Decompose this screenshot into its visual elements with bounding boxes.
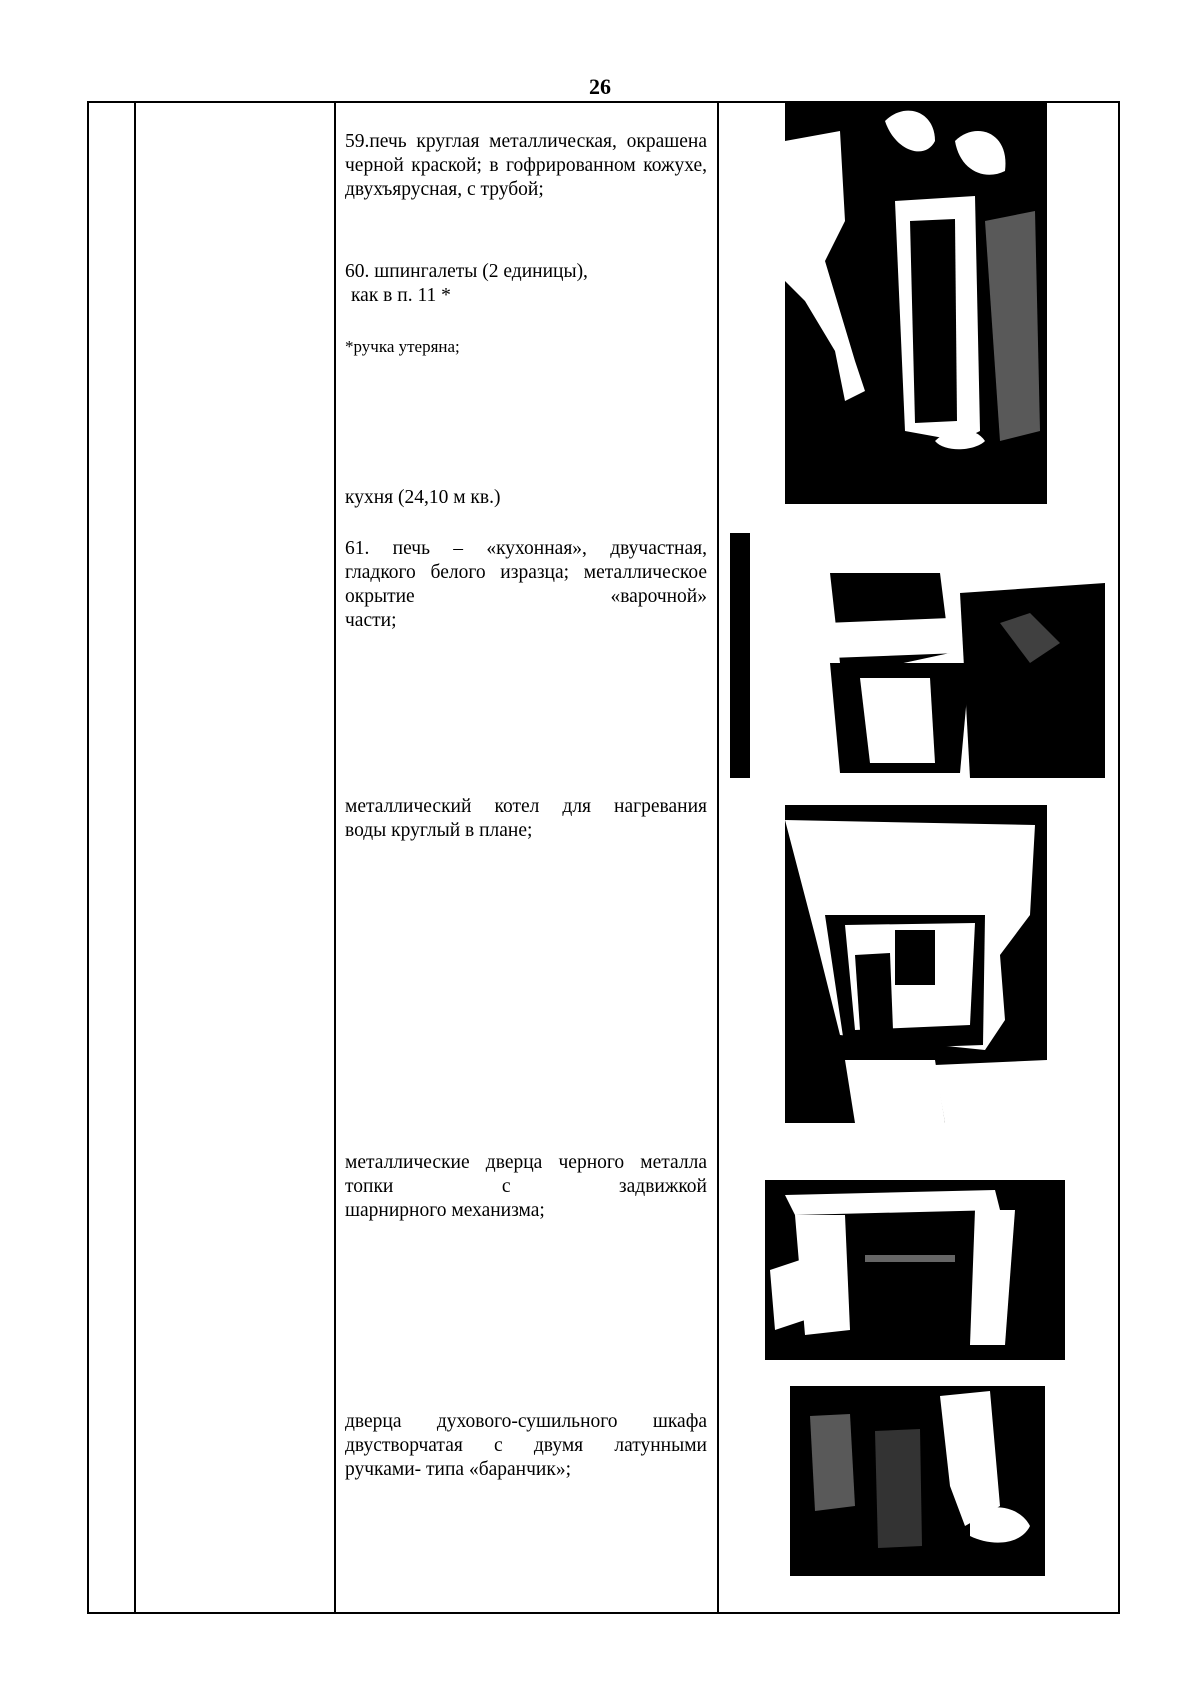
- item-60-line-1: 60. шпингалеты (2 единицы),: [345, 261, 588, 282]
- table-border-left: [87, 101, 89, 1614]
- kitchen-heading: кухня (24,10 м кв.): [345, 487, 501, 508]
- photo-firebox-door: [765, 1170, 1065, 1360]
- item-59-text-last: двухъярусная, с трубой;: [345, 179, 544, 200]
- table-column-divider-2: [334, 101, 336, 1614]
- table-column-divider-3: [717, 101, 719, 1614]
- item-60-description: [345, 260, 707, 308]
- page-number: 26: [589, 74, 611, 99]
- table-border-right: [1118, 101, 1120, 1614]
- firebox-door-description: [345, 1151, 707, 1223]
- footnote-handle-lost: *ручка утеряна;: [345, 337, 460, 356]
- photo-round-metal-stove: [785, 101, 1047, 504]
- table-column-divider-1: [134, 101, 136, 1614]
- photo-boiler: [785, 805, 1047, 1123]
- item-61-description: [345, 537, 707, 633]
- boiler-text-last: воды круглый в плане;: [345, 820, 533, 841]
- photo-oven-door: [790, 1386, 1045, 1576]
- item-60-line-2: как в п. 11 *: [351, 285, 451, 306]
- firebox-door-text-last: шарнирного механизма;: [345, 1200, 545, 1221]
- firebox-door-text: металлические дверца черного металла топки с задвижкой: [345, 1152, 707, 1197]
- item-59-description: [345, 130, 707, 202]
- oven-door-text-last: ручками- типа «баранчик»;: [345, 1459, 572, 1480]
- boiler-text: металлический котел для нагревания: [345, 796, 707, 817]
- item-61-text: 61. печь – «кухонная», двучастная, гладкого белого изразца; металлическое окрытие «варочной»: [345, 538, 707, 607]
- oven-door-description: [345, 1410, 707, 1482]
- table-border-bottom: [87, 1612, 1120, 1614]
- item-61-text-last: части;: [345, 610, 397, 631]
- photo-kitchen-stove: [730, 533, 1105, 778]
- item-59-text: 59.печь круглая металлическая, окрашена черной краской; в гофрированном кожухе,: [345, 131, 707, 176]
- boiler-description: [345, 795, 707, 843]
- oven-door-text: дверца духового-сушильного шкафа двустворчатая с двумя латунными: [345, 1411, 707, 1456]
